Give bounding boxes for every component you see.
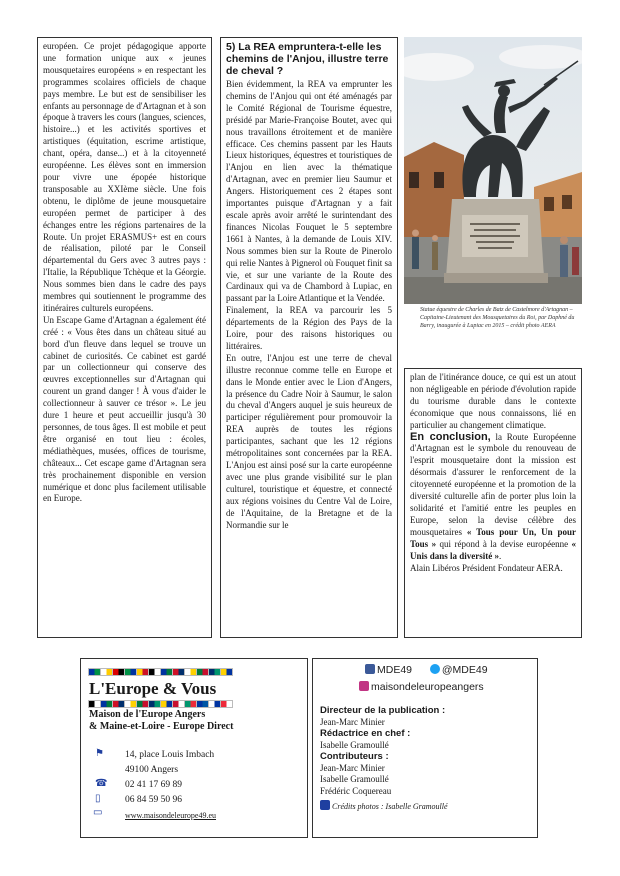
section-heading: 5) La REA empruntera-t-elle les chemins de l'Anjou, illustre terre de cheval ?: [226, 41, 389, 77]
address-line-2: 49100 Angers: [125, 765, 179, 775]
article-column-1: [37, 37, 212, 638]
article-column-2: [220, 37, 398, 638]
eu-country-flag: [185, 701, 196, 707]
org-subtitle: & Maine-et-Loire - Europe Direct: [89, 721, 234, 732]
statue-photo: [404, 37, 582, 304]
editor-name: Isabelle Gramoullé: [320, 739, 389, 750]
contact-card: [80, 658, 308, 838]
eu-country-flag: [89, 669, 100, 675]
phone-icon: ☎: [95, 778, 108, 789]
statue-illustration: [404, 37, 582, 304]
eu-country-flag: [137, 701, 148, 707]
flags-top: [89, 669, 232, 675]
website-link[interactable]: www.maisondeleurope49.eu: [125, 811, 217, 820]
mobile-icon: ▯: [95, 793, 101, 804]
phone-number: 02 41 17 69 89: [125, 780, 182, 790]
motto-musketeers: « Tous pour Un, Un pour Tous »: [410, 526, 576, 549]
conclusion-text: la Route Européenne d'Artagnan est le symbole du renouveau de l'esprit mousquetaire dont la mission est désormais d'assurer le renforcement de la citoyenneté européenne et la promotion de la diversité culturelle afin de porter plus loin la solidarité et l'amitié entre les peuples en Europe, selon la devise célèbre des mousquetaires: [410, 431, 576, 537]
conclusion-text-2: qui répond à la devise européenne: [436, 538, 572, 549]
paragraph: européen. Ce projet pédagogique apporte une formation unique aux « jeunes mousquetaires européens » en respectant les programmes scolaires officiels de chaque pays membre. Le but est de sensibiliser les enfants au personnage de d'Artagnan et à son époque à travers les cours (langues, sciences, histoire...) et les activités sportives et artistiques (équitation, escrime artistique, chant, opéra, danse...) et à la citoyenneté européenne. Les élèves sont en immersion pour vivre une épopée historique transposable au XXIème siècle. Une fois obtenu, le diplôme de jeune mousquetaire européen permet de participer à des échanges entre les régions partenaires de la Route. Un projet ERASMUS+ est en cours de réalisation, piloté par le Conseil départemental du Gers avec 3 autres pays : l'Italie, la République Tchèque et la Géorgie. Nous sommes bien dans le cadre des pays membres qui soutiennent le programme des itinéraires culturels européens.: [43, 41, 206, 313]
camera-icon: [320, 800, 330, 810]
eu-country-flag: [173, 669, 184, 675]
article-column-3: [404, 368, 582, 638]
eu-country-flag: [173, 701, 184, 707]
eu-country-flag: [125, 701, 136, 707]
paragraph: En outre, l'Anjou est une terre de cheval illustre reconnue comme telle en Europe et dans le Monde entier avec le Lion d'Angers, la présence du Cadre Noir à Saumur, le salon du cheval d'Angers auquel je suis heureux de participer régulièrement pour promouvoir la REA auprès de toutes les régions participantes, sachant que les 12 régions métropolitaines sont concernées par la REA. L'Anjou est ainsi posé sur la carte européenne avec une plus grande visibilité sur le plan culturel, touristique et équestre, et connecté aux régions voisines du Centre Val de Loire, de l'Aquitaine, de la Bretagne et de la Normandie sur le: [226, 352, 392, 530]
org-name: Maison de l'Europe Angers: [89, 709, 206, 720]
contributor-name: Frédéric Coquereau: [320, 785, 392, 796]
eu-country-flag: [101, 669, 112, 675]
logo-text: L'Europe & Vous: [89, 679, 217, 698]
facebook-handle[interactable]: MDE49: [377, 664, 413, 676]
eu-country-flag: [185, 669, 196, 675]
eu-country-flag: [221, 701, 232, 707]
eu-country-flag: [161, 701, 172, 707]
eu-country-flag: [197, 669, 208, 675]
conclusion-paragraph: [410, 432, 576, 563]
eu-country-flag: [89, 701, 100, 707]
contributor-name: Jean-Marc Minier: [320, 762, 385, 773]
instagram-handle[interactable]: maisondeleuropeangers: [371, 681, 484, 693]
contributors-label: Contributeurs :: [320, 751, 389, 762]
eu-country-flag: [161, 669, 172, 675]
address-line-1: 14, place Louis Imbach: [125, 750, 215, 760]
eu-country-flag: [113, 701, 124, 707]
conclusion-end: .: [499, 550, 502, 561]
director-label: Directeur de la publication :: [320, 705, 446, 716]
paragraph: Un Escape Game d'Artagnan a également été créé : « Vous êtes dans un château situé au bord d'un fleuve dans lequel se trouve un cabinet de curiosités. Ce cabinet est gardé par un collectionneur qui conserve des œuvres exceptionnelles sur d'Artagnan qui courent un grand danger ! À vous d'aider le collectionneur à sauver ce trésor ». Le jeu dure 1 heure et peut accueillir jusqu'à 30 personnes, de tous âges. Il est mobile et peut être organisé en tout lieu : écoles, médiathèques, musées, offices de tourisme, châteaux... Cet escape game d'Artagnan sera très prochainement disponible en version numérique et donc plus facilement utilisable en Europe.: [43, 314, 206, 504]
signature: Alain Libéros Président Fondateur AERA.: [410, 562, 563, 573]
photo-caption: Statue équestre de Charles de Batz de Castelmore d'Artagnan – Capitaine-Lieutenant des Mousquetaires du Roi, par Daphné du Barry, inaugurée à Lupiac en 2015 – crédit photo AERA: [420, 307, 575, 329]
flag-icon: ⚑: [95, 748, 104, 759]
eu-country-flag: [113, 669, 124, 675]
eu-country-flag: [101, 701, 112, 707]
eu-country-flag: [209, 669, 220, 675]
computer-icon: ▭: [93, 807, 103, 818]
contributor-name: Isabelle Gramoullé: [320, 774, 389, 784]
mobile-number: 06 84 59 50 96: [125, 795, 182, 805]
eu-country-flag: [137, 669, 148, 675]
eu-country-flag: [125, 669, 136, 675]
eu-country-flag: [197, 701, 208, 707]
eu-country-flag: [149, 669, 160, 675]
eu-country-flag: [209, 701, 220, 707]
paragraph: Finalement, la REA va parcourir les 5 départements de la Région des Pays de la Loire, pour des raisons historiques ou littéraires.: [226, 305, 392, 351]
twitter-icon: [430, 664, 440, 674]
photo-credits: Crédits photos : Isabelle Gramoullé: [332, 802, 448, 811]
conclusion-label: En conclusion,: [410, 430, 491, 443]
credits-card: [312, 658, 538, 838]
eu-country-flag: [221, 669, 232, 675]
paragraph: plan de l'itinérance douce, ce qui est un atout non négligeable en période d'évolution rapide du tourisme durable dans le contexte économique que nous connaissons, lié en particulier au changement climatique.: [410, 372, 576, 430]
eu-country-flag: [149, 701, 160, 707]
twitter-handle[interactable]: @MDE49: [441, 664, 488, 676]
flags-bottom: [89, 701, 232, 707]
paragraph: Bien évidemment, la REA va emprunter les chemins de l'Anjou qui ont été aménagés par le Comité Régional de Tourisme équestre, présidé par Marie-Françoise Boutet, avec qui nous travaillons étroitement et de manière efficace. Ces chemins passent par les Hauts Lieux historiques, équestres et touristiques de l'Anjou en lien avec la thématique d'Artagnan, avec en premier lieu Saumur et Angers. Historiquement ces 2 étapes sont importantes puisque d'Artagnan y a fait escale après avoir arrêté le surintendant des finances Nicolas Fouquet le 5 septembre 1661 à Nantes, à la demande de Louis XIV. Nous sommes bien sur la Route de Pinerolo qui relie Nantes à Pignerol où Fouquet finit sa vie, et sur une variante de la Route des Cardinaux qui va de Chambord à Lupiac, en passant par la Loire Atlantique et la Vendée.: [226, 79, 392, 304]
facebook-icon: [365, 664, 375, 674]
director-name: Jean-Marc Minier: [320, 716, 385, 727]
editor-label: Rédactrice en chef :: [320, 728, 411, 739]
motto-europe: « Unis dans la diversité »: [410, 538, 576, 561]
instagram-icon: [359, 681, 369, 691]
